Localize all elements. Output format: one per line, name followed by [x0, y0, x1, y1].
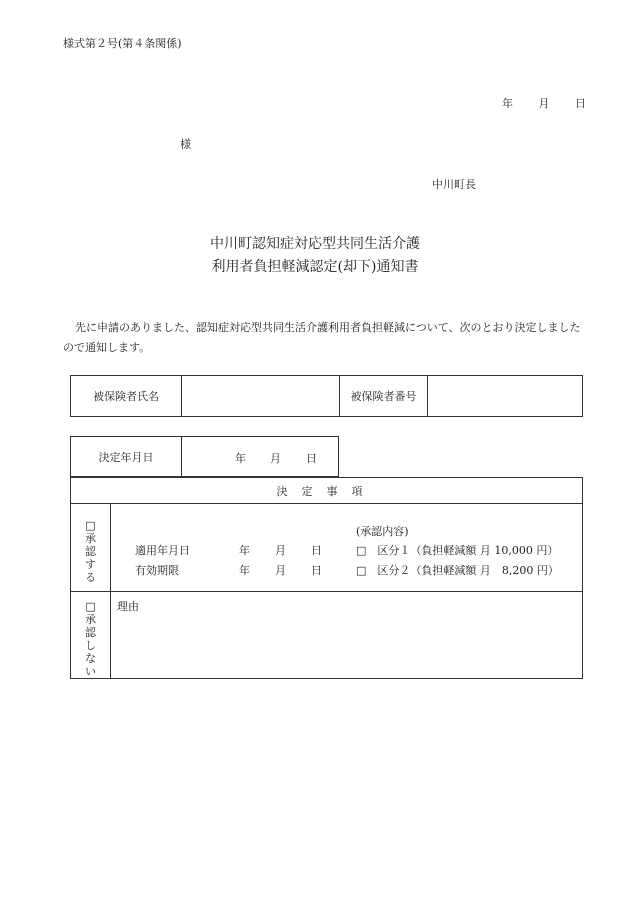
approval-content-label: (承認内容) — [356, 525, 409, 538]
applicable-year-label: 年 — [239, 544, 250, 557]
insured-name-field[interactable] — [182, 376, 340, 417]
category1-option[interactable]: □ 区分１（負担軽減額 月 10,000 円） — [356, 544, 559, 557]
issue-date — [502, 95, 586, 111]
recipient-suffix: 様 — [180, 138, 191, 151]
insured-number-label: 被保険者番号 — [340, 376, 428, 417]
validity-month-label: 月 — [275, 564, 286, 577]
reject-option[interactable] — [71, 592, 111, 679]
body-text: 先に申請のありました、認知症対応型共同生活介護利用者負担軽減について、次のとおり決定しましたので通知します。 — [63, 321, 581, 354]
validity-year-label: 年 — [239, 564, 250, 577]
approve-char: す — [85, 558, 96, 571]
applicable-month-label: 月 — [275, 544, 286, 557]
issue-month-label: 月 — [538, 97, 550, 110]
applicable-date-label: 適用年月日 — [135, 544, 190, 557]
reject-char: 認 — [85, 626, 96, 639]
insured-number-field[interactable] — [428, 376, 583, 417]
insured-name-label: 被保険者氏名 — [71, 376, 182, 417]
form-number: 様式第２号(第４条関係) — [63, 37, 182, 50]
reject-char: 承 — [85, 613, 96, 626]
applicable-day-label: 日 — [311, 544, 322, 557]
reject-reason-field[interactable] — [111, 592, 583, 679]
decision-date-label: 決定年月日 — [71, 437, 182, 477]
decision-month-label: 月 — [270, 452, 281, 465]
reject-char: な — [85, 652, 96, 665]
reject-checkbox[interactable]: □ — [85, 600, 96, 613]
decision-day-label: 日 — [306, 452, 317, 465]
validity-label: 有効期限 — [135, 564, 179, 577]
approve-char: 承 — [85, 532, 96, 545]
approve-option[interactable] — [71, 504, 111, 592]
reason-label: 理由 — [117, 600, 139, 613]
insured-info-table — [70, 375, 583, 417]
issue-day-label: 日 — [575, 97, 586, 110]
decision-year-label: 年 — [235, 452, 246, 465]
issue-year-label: 年 — [502, 97, 513, 110]
decision-header: 決定事項 — [71, 478, 583, 504]
approve-details — [111, 504, 583, 592]
approve-char: 認 — [85, 545, 96, 558]
decision-date-field[interactable] — [182, 437, 339, 477]
reject-char: い — [85, 665, 96, 678]
document-title-line2: 利用者負担軽減認定(却下)通知書 — [211, 259, 419, 275]
decision-date-table — [70, 436, 339, 477]
reject-char: し — [85, 639, 96, 652]
document-title-line1: 中川町認知症対応型共同生活介護 — [210, 236, 420, 252]
category2-option[interactable]: □ 区分２（負担軽減額 月 8,200 円） — [356, 564, 559, 577]
approve-checkbox[interactable]: □ — [85, 519, 96, 532]
validity-day-label: 日 — [311, 564, 322, 577]
issuer-name: 中川町長 — [432, 178, 476, 191]
decision-table — [70, 477, 583, 679]
approve-char: る — [85, 571, 96, 584]
